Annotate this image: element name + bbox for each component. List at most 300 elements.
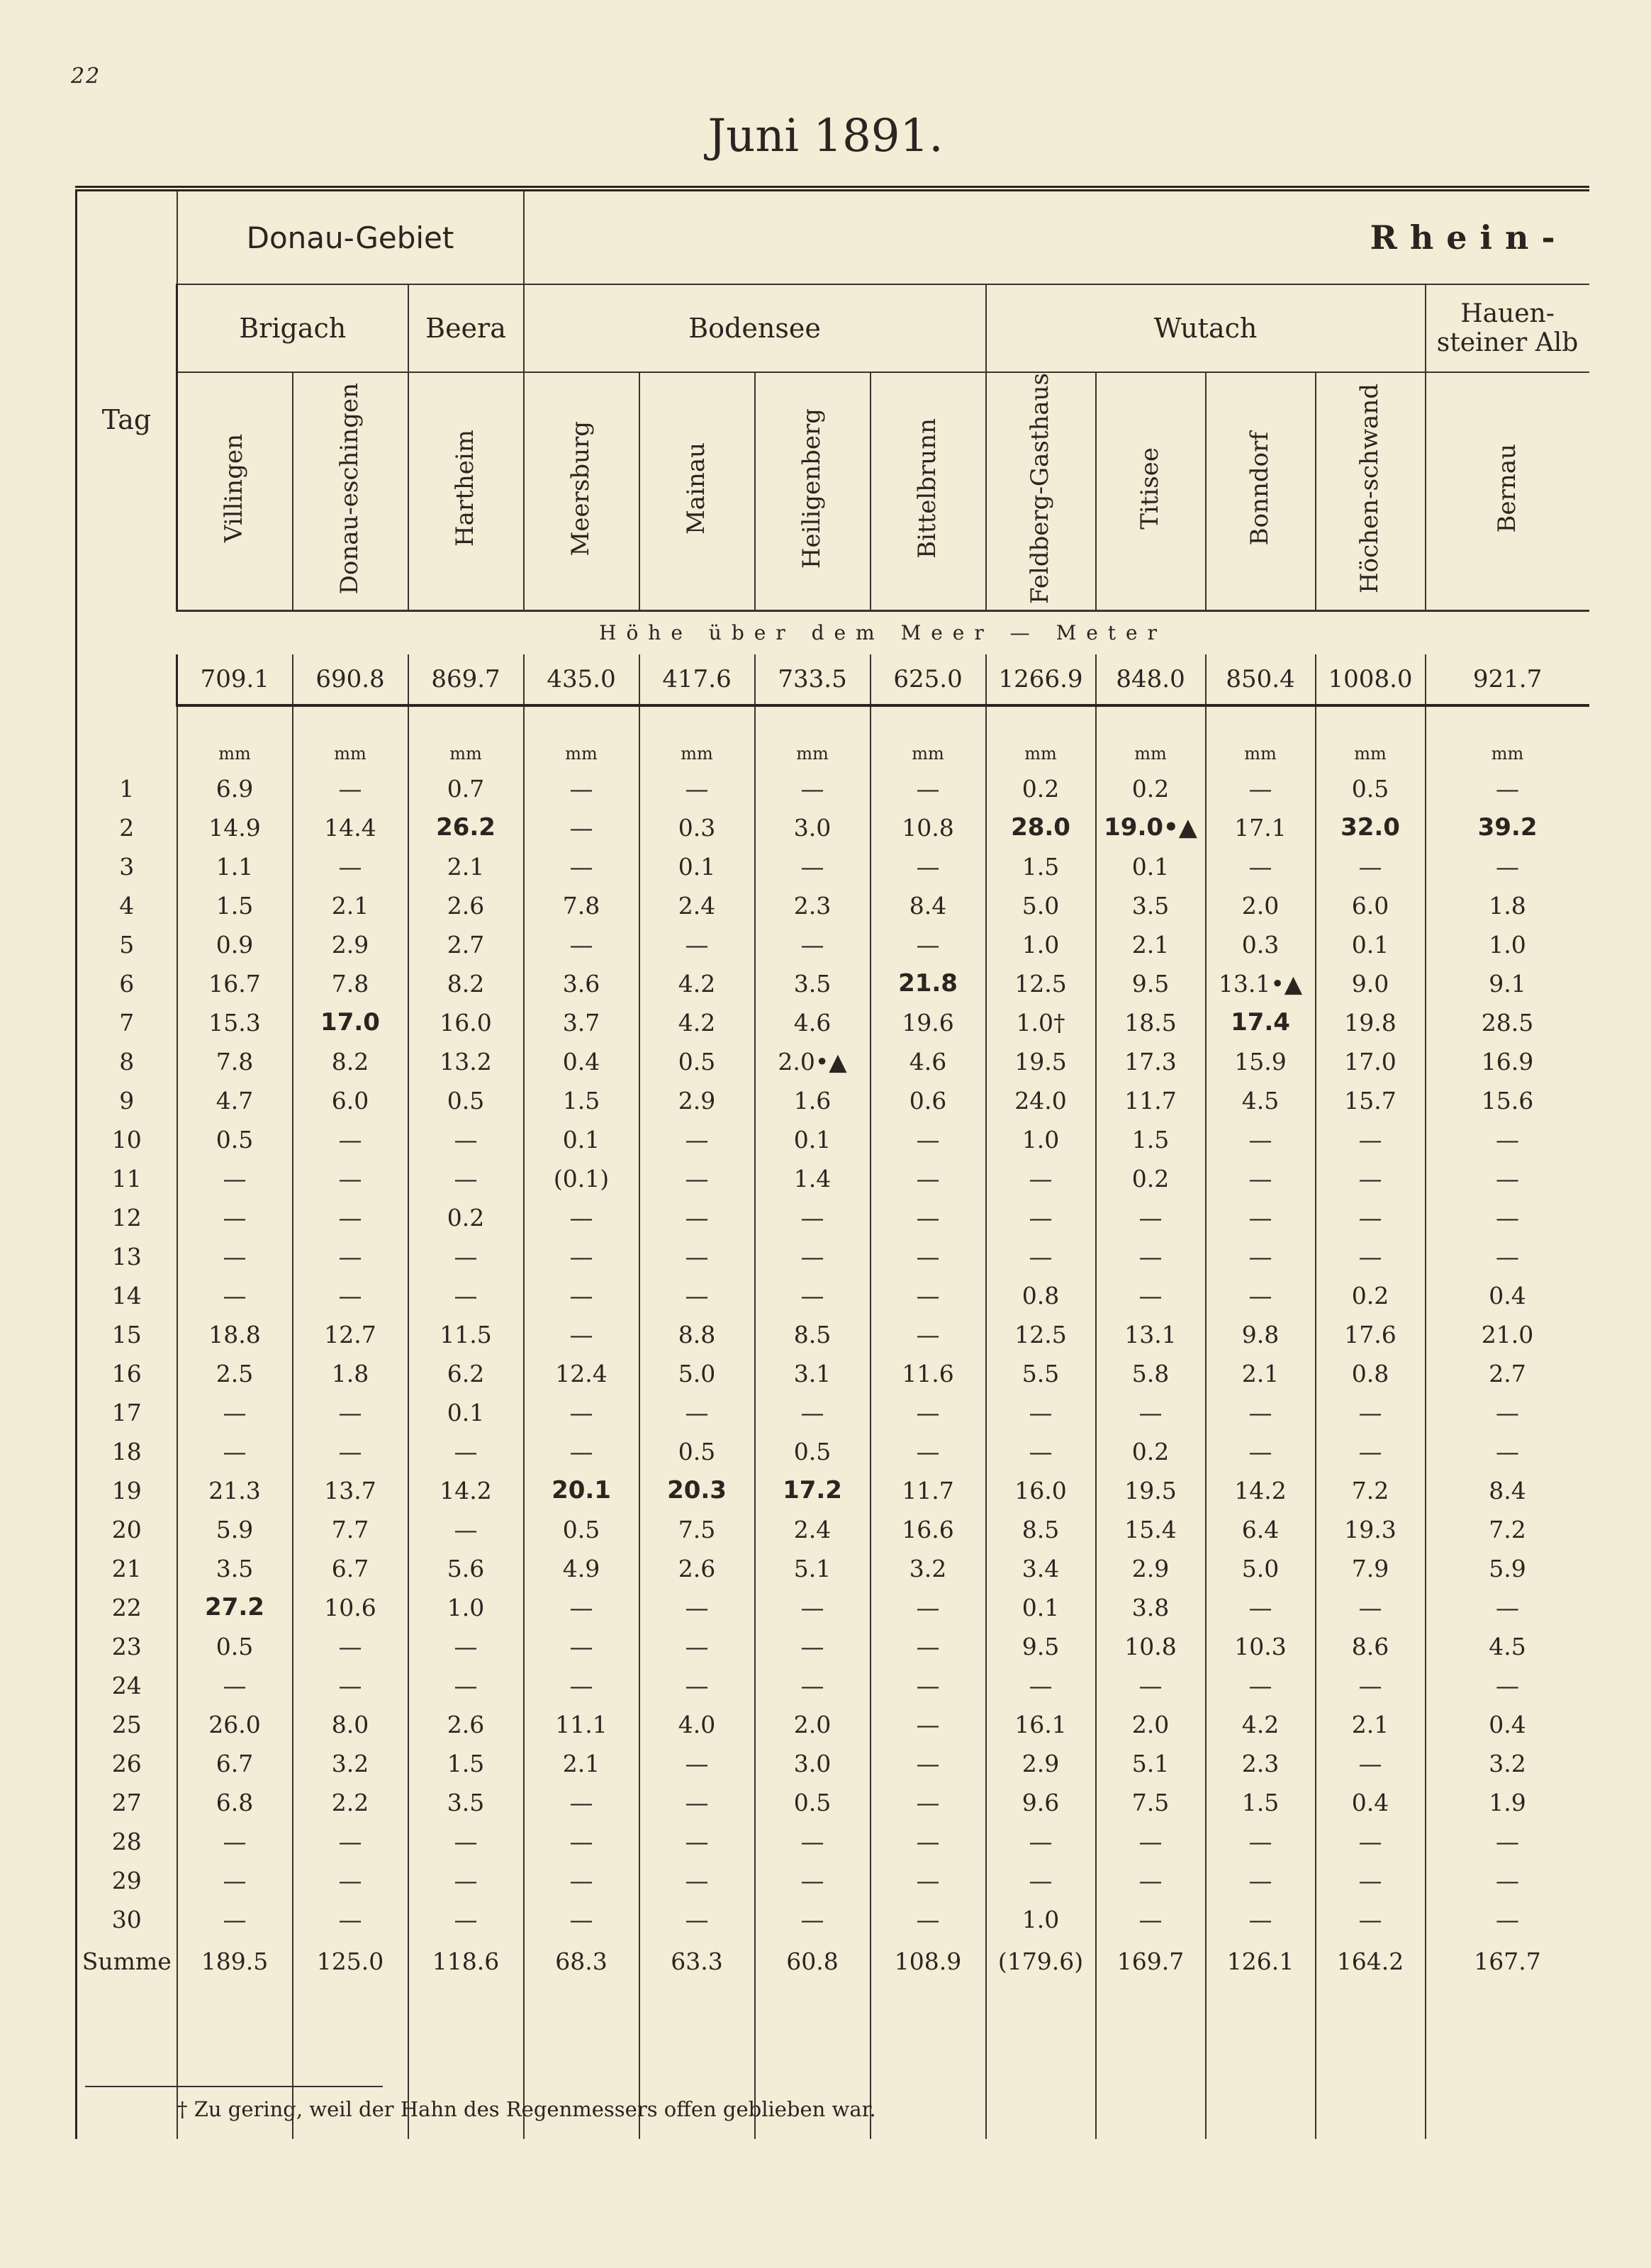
precip-cell: — — [177, 1822, 293, 1861]
unit-label: mm — [755, 705, 871, 769]
precip-cell: — — [524, 847, 639, 886]
day-number: 29 — [77, 1861, 177, 1900]
precip-cell: — — [1206, 1432, 1316, 1471]
station-elevation: 417.6 — [639, 654, 755, 705]
tail-cell — [1426, 2011, 1589, 2139]
footnote: † Zu gering, weil der Hahn des Regenmessers offen geblieben war. — [177, 2097, 876, 2121]
unit-label: mm — [1206, 705, 1316, 769]
table-row — [77, 1588, 1589, 1627]
precip-cell: — — [755, 847, 871, 886]
precip-cell: — — [1206, 1822, 1316, 1861]
precip-cell: 3.6 — [524, 964, 639, 1003]
precip-cell: — — [871, 1159, 986, 1198]
precip-cell: — — [1096, 1861, 1206, 1900]
precip-cell: — — [293, 1276, 408, 1315]
precip-cell: 3.2 — [1426, 1744, 1589, 1783]
precip-cell: — — [1316, 1588, 1426, 1627]
station-elevation: 709.1 — [177, 654, 293, 705]
precip-cell: 10.3 — [1206, 1627, 1316, 1666]
station-elevation: 435.0 — [524, 654, 639, 705]
precip-cell: 2.3 — [755, 886, 871, 925]
precip-cell: — — [755, 925, 871, 964]
precip-cell: 0.6 — [871, 1081, 986, 1120]
precip-cell: 0.7 — [408, 769, 524, 808]
precip-cell: 7.8 — [293, 964, 408, 1003]
precip-cell: — — [524, 1861, 639, 1900]
precip-cell: 0.5 — [177, 1120, 293, 1159]
unit-label: mm — [1426, 705, 1589, 769]
precip-cell: — — [639, 1276, 755, 1315]
table-row — [77, 1198, 1589, 1237]
precip-cell: 15.6 — [1426, 1081, 1589, 1120]
precip-cell: — — [1096, 1393, 1206, 1432]
precip-cell: — — [1206, 1588, 1316, 1627]
station-name: Bernau — [1492, 444, 1521, 533]
precip-cell: 1.9 — [1426, 1783, 1589, 1822]
tag-header: Tag — [77, 189, 177, 705]
page-title: Juni 1891. — [707, 110, 944, 162]
precip-cell: — — [871, 847, 986, 886]
unit-label: mm — [639, 705, 755, 769]
table-row — [77, 847, 1589, 886]
precip-cell: 15.7 — [1316, 1081, 1426, 1120]
tail-cell — [1316, 2011, 1426, 2139]
table-row — [77, 1042, 1589, 1081]
precip-cell: 9.6 — [986, 1783, 1096, 1822]
unit-label: mm — [1096, 705, 1206, 769]
tail-cell — [1096, 2011, 1206, 2139]
precip-cell: 26.2 — [408, 808, 524, 847]
precip-cell: — — [755, 1900, 871, 1939]
precip-cell: 7.5 — [1096, 1783, 1206, 1822]
station-header — [408, 372, 524, 610]
precip-cell: 1.0 — [986, 1900, 1096, 1939]
table-row — [77, 886, 1589, 925]
station-elevation: 869.7 — [408, 654, 524, 705]
precip-cell: 7.8 — [524, 886, 639, 925]
precip-cell: — — [871, 1627, 986, 1666]
precip-cell: — — [1426, 847, 1589, 886]
station-name: Bittelbrunn — [913, 418, 942, 559]
precip-cell: 0.1 — [1096, 847, 1206, 886]
station-name: Feldberg-Gasthaus — [1026, 373, 1055, 604]
summe-cell: (179.6) — [986, 1939, 1096, 2011]
precip-cell: 13.1•▲ — [1206, 964, 1316, 1003]
precip-cell: — — [639, 1822, 755, 1861]
precip-cell: 3.8 — [1096, 1588, 1206, 1627]
precip-cell: 1.5 — [408, 1744, 524, 1783]
precip-cell: — — [986, 1393, 1096, 1432]
precip-cell: — — [408, 1276, 524, 1315]
summe-cell: 125.0 — [293, 1939, 408, 2011]
station-header — [1096, 372, 1206, 610]
precip-cell: — — [293, 1198, 408, 1237]
precip-cell: 16.9 — [1426, 1042, 1589, 1081]
precip-cell: — — [1426, 1237, 1589, 1276]
precip-cell: — — [1426, 1120, 1589, 1159]
unit-label: mm — [871, 705, 986, 769]
precip-cell: 1.0 — [408, 1588, 524, 1627]
day-number: 2 — [77, 808, 177, 847]
day-number: 18 — [77, 1432, 177, 1471]
precip-cell: — — [293, 1237, 408, 1276]
precip-cell: 17.0 — [293, 1003, 408, 1042]
precip-cell: — — [524, 1783, 639, 1822]
precip-cell: — — [986, 1432, 1096, 1471]
precip-cell: — — [293, 769, 408, 808]
precip-cell: 0.1 — [755, 1120, 871, 1159]
precip-cell: 0.2 — [1096, 769, 1206, 808]
precip-cell: — — [1206, 1120, 1316, 1159]
precip-cell: 1.5 — [986, 847, 1096, 886]
precip-cell: 2.9 — [293, 925, 408, 964]
precip-cell: 7.9 — [1316, 1549, 1426, 1588]
precip-cell: 10.6 — [293, 1588, 408, 1627]
station-header — [177, 372, 293, 610]
precip-cell: 6.7 — [293, 1549, 408, 1588]
day-number: 12 — [77, 1198, 177, 1237]
precip-cell: 3.5 — [1096, 886, 1206, 925]
unit-label: mm — [177, 705, 293, 769]
precip-cell: — — [1426, 1666, 1589, 1705]
precip-cell: 5.0 — [986, 886, 1096, 925]
precip-cell: 9.1 — [1426, 964, 1589, 1003]
precip-cell: 17.0 — [1316, 1042, 1426, 1081]
precip-cell: 17.6 — [1316, 1315, 1426, 1354]
station-header — [871, 372, 986, 610]
day-number: 22 — [77, 1588, 177, 1627]
precip-cell: — — [408, 1666, 524, 1705]
precip-cell: 13.2 — [408, 1042, 524, 1081]
precip-cell: — — [408, 1627, 524, 1666]
precip-cell: — — [871, 1900, 986, 1939]
precip-cell: — — [177, 1900, 293, 1939]
precip-cell: — — [871, 1276, 986, 1315]
precip-cell: — — [408, 1432, 524, 1471]
station-name: Heiligenberg — [797, 408, 827, 569]
precip-cell: 8.5 — [755, 1315, 871, 1354]
river-brigach: Brigach — [177, 284, 408, 372]
precip-cell: — — [524, 1627, 639, 1666]
precip-cell: 2.4 — [755, 1510, 871, 1549]
precip-cell: 2.9 — [1096, 1549, 1206, 1588]
precip-cell: 12.5 — [986, 964, 1096, 1003]
precip-cell: 1.0 — [1426, 925, 1589, 964]
precip-cell: 1.1 — [177, 847, 293, 886]
precip-cell: — — [1426, 1159, 1589, 1198]
river-wutach: Wutach — [986, 284, 1426, 372]
precip-cell: 0.5 — [755, 1783, 871, 1822]
precip-cell: 5.0 — [639, 1354, 755, 1393]
precip-cell: 27.2 — [177, 1588, 293, 1627]
precip-cell: 0.4 — [1316, 1783, 1426, 1822]
precip-cell: 1.5 — [524, 1081, 639, 1120]
precip-cell: 1.4 — [755, 1159, 871, 1198]
precip-cell: — — [986, 1159, 1096, 1198]
table-row — [77, 1432, 1589, 1471]
precip-cell: 3.5 — [408, 1783, 524, 1822]
summe-cell: 68.3 — [524, 1939, 639, 2011]
summe-label: Summe — [77, 1939, 177, 2011]
precip-cell: 1.5 — [1206, 1783, 1316, 1822]
precip-cell: — — [639, 1861, 755, 1900]
precip-cell: 2.9 — [986, 1744, 1096, 1783]
precip-cell: — — [639, 1900, 755, 1939]
precip-cell: 18.8 — [177, 1315, 293, 1354]
precip-cell: — — [871, 1861, 986, 1900]
precip-cell: — — [1426, 1588, 1589, 1627]
precip-cell: — — [986, 1237, 1096, 1276]
precip-cell: — — [293, 847, 408, 886]
precip-cell: 7.2 — [1316, 1471, 1426, 1510]
precip-cell: 4.6 — [871, 1042, 986, 1081]
precip-cell: 17.2 — [755, 1471, 871, 1510]
precip-cell: 15.9 — [1206, 1042, 1316, 1081]
precip-cell: — — [871, 1744, 986, 1783]
table-row — [77, 1822, 1589, 1861]
precip-cell: 4.2 — [1206, 1705, 1316, 1744]
precip-cell: 3.0 — [755, 1744, 871, 1783]
precip-cell: — — [1316, 1900, 1426, 1939]
precip-cell: — — [871, 1822, 986, 1861]
tail-cell — [871, 2011, 986, 2139]
precip-cell: 19.5 — [1096, 1471, 1206, 1510]
day-number: 30 — [77, 1900, 177, 1939]
precip-cell: 10.8 — [1096, 1627, 1206, 1666]
precip-cell: 6.9 — [177, 769, 293, 808]
precip-cell: 0.2 — [1096, 1159, 1206, 1198]
precip-cell: — — [755, 1393, 871, 1432]
summe-row — [77, 1939, 1589, 2011]
summe-cell: 167.7 — [1426, 1939, 1589, 2011]
precip-cell: 2.0 — [1096, 1705, 1206, 1744]
table-row — [77, 1861, 1589, 1900]
precip-cell: — — [1096, 1237, 1206, 1276]
precip-cell: — — [986, 1666, 1096, 1705]
precip-cell: 6.0 — [1316, 886, 1426, 925]
precip-cell: 17.4 — [1206, 1003, 1316, 1042]
precip-cell: — — [524, 925, 639, 964]
tail-cell — [986, 2011, 1096, 2139]
day-number: 27 — [77, 1783, 177, 1822]
day-number: 9 — [77, 1081, 177, 1120]
precip-cell: 3.7 — [524, 1003, 639, 1042]
precip-cell: 2.5 — [177, 1354, 293, 1393]
station-elevation: 625.0 — [871, 654, 986, 705]
unit-blank — [77, 705, 177, 769]
table-row — [77, 1900, 1589, 1939]
station-name: Meersburg — [566, 420, 595, 557]
precip-cell: 4.7 — [177, 1081, 293, 1120]
day-number: 13 — [77, 1237, 177, 1276]
precip-cell: — — [871, 1783, 986, 1822]
precip-cell: — — [177, 1276, 293, 1315]
station-header — [986, 372, 1096, 610]
precip-cell: 8.8 — [639, 1315, 755, 1354]
table-row — [77, 1627, 1589, 1666]
table-row — [77, 1237, 1589, 1276]
precip-cell: 8.6 — [1316, 1627, 1426, 1666]
footnote-rule — [85, 2086, 383, 2087]
precip-cell: 11.5 — [408, 1315, 524, 1354]
precip-cell: 7.7 — [293, 1510, 408, 1549]
precip-cell: — — [639, 1198, 755, 1237]
hoehe-label: Höhe über dem Meer — Meter — [599, 621, 1168, 645]
precip-cell: 9.0 — [1316, 964, 1426, 1003]
day-number: 26 — [77, 1744, 177, 1783]
precip-cell: 24.0 — [986, 1081, 1096, 1120]
station-header — [524, 372, 639, 610]
precip-cell: 0.5 — [408, 1081, 524, 1120]
precip-cell: 11.6 — [871, 1354, 986, 1393]
table-row — [77, 1705, 1589, 1744]
precip-cell: 2.1 — [293, 886, 408, 925]
precip-cell: — — [1206, 847, 1316, 886]
table-row — [77, 1354, 1589, 1393]
precip-cell: — — [871, 1198, 986, 1237]
station-header — [755, 372, 871, 610]
precip-cell: 4.5 — [1426, 1627, 1589, 1666]
precip-cell: — — [177, 1198, 293, 1237]
table-row — [77, 1471, 1589, 1510]
precip-cell: — — [755, 1822, 871, 1861]
precip-cell: 21.0 — [1426, 1315, 1589, 1354]
summe-cell: 169.7 — [1096, 1939, 1206, 2011]
precip-cell: — — [1316, 1861, 1426, 1900]
station-name: Bonndorf — [1246, 431, 1275, 546]
precip-cell: 3.1 — [755, 1354, 871, 1393]
precip-cell: — — [293, 1120, 408, 1159]
precip-cell: — — [408, 1237, 524, 1276]
precip-cell: — — [177, 1237, 293, 1276]
precip-cell: 2.6 — [408, 886, 524, 925]
precip-cell: — — [1426, 1432, 1589, 1471]
precip-cell: — — [871, 1315, 986, 1354]
precip-cell: 0.2 — [408, 1198, 524, 1237]
precip-cell: 19.8 — [1316, 1003, 1426, 1042]
precip-cell: 2.9 — [639, 1081, 755, 1120]
precip-cell: — — [293, 1822, 408, 1861]
precip-cell: 18.5 — [1096, 1003, 1206, 1042]
precip-cell: 1.0 — [986, 925, 1096, 964]
station-header — [1206, 372, 1316, 610]
precip-cell: 0.1 — [639, 847, 755, 886]
precip-cell: — — [639, 1627, 755, 1666]
day-number: 19 — [77, 1471, 177, 1510]
precip-cell: 0.8 — [1316, 1354, 1426, 1393]
precip-cell: 2.6 — [408, 1705, 524, 1744]
precip-cell: — — [871, 1120, 986, 1159]
tail-cell — [77, 2011, 177, 2139]
precip-cell: — — [871, 1666, 986, 1705]
unit-label: mm — [293, 705, 408, 769]
precip-cell: — — [1206, 1159, 1316, 1198]
station-name: Donau-eschingen — [335, 382, 364, 595]
station-elevation: 1008.0 — [1316, 654, 1426, 705]
precip-cell: 8.0 — [293, 1705, 408, 1744]
precip-cell: 0.3 — [639, 808, 755, 847]
precip-cell: 5.1 — [755, 1549, 871, 1588]
table-row — [77, 925, 1589, 964]
precip-cell: 2.1 — [1206, 1354, 1316, 1393]
day-number: 16 — [77, 1354, 177, 1393]
precip-cell: 1.0† — [986, 1003, 1096, 1042]
table-row — [77, 1315, 1589, 1354]
precip-cell: 1.0 — [986, 1120, 1096, 1159]
precip-cell: 5.1 — [1096, 1744, 1206, 1783]
precip-cell: 28.5 — [1426, 1003, 1589, 1042]
precip-cell: — — [639, 1393, 755, 1432]
day-number: 23 — [77, 1627, 177, 1666]
precip-cell: — — [408, 1510, 524, 1549]
precip-cell: — — [1206, 1237, 1316, 1276]
precip-cell: — — [755, 1198, 871, 1237]
precip-cell: 39.2 — [1426, 808, 1589, 847]
station-elevation: 733.5 — [755, 654, 871, 705]
precip-cell: — — [1096, 1198, 1206, 1237]
precip-cell: 6.7 — [177, 1744, 293, 1783]
station-header — [1316, 372, 1426, 610]
precip-cell: 0.9 — [177, 925, 293, 964]
precip-cell: 1.8 — [293, 1354, 408, 1393]
precip-cell: 0.1 — [408, 1393, 524, 1432]
day-number: 15 — [77, 1315, 177, 1354]
precip-cell: 0.1 — [1316, 925, 1426, 964]
precip-cell: 17.1 — [1206, 808, 1316, 847]
precip-cell: 15.4 — [1096, 1510, 1206, 1549]
precip-cell: 5.6 — [408, 1549, 524, 1588]
precip-cell: 8.4 — [1426, 1471, 1589, 1510]
precip-cell: — — [755, 1861, 871, 1900]
precip-cell: — — [1316, 847, 1426, 886]
precip-cell: 0.5 — [177, 1627, 293, 1666]
precip-cell: 1.8 — [1426, 886, 1589, 925]
precip-cell: — — [1426, 1900, 1589, 1939]
summe-cell: 63.3 — [639, 1939, 755, 2011]
precip-cell: — — [293, 1627, 408, 1666]
precip-cell: — — [639, 1588, 755, 1627]
precip-cell: — — [1316, 1198, 1426, 1237]
precip-cell: 13.7 — [293, 1471, 408, 1510]
day-number: 7 — [77, 1003, 177, 1042]
river-hauensteiner-alb: Hauen-steiner Alb — [1426, 284, 1589, 372]
precip-cell: 8.5 — [986, 1510, 1096, 1549]
river-bodensee: Bodensee — [524, 284, 986, 372]
precip-cell: 19.3 — [1316, 1510, 1426, 1549]
station-name: Villingen — [220, 434, 249, 543]
precip-cell: 32.0 — [1316, 808, 1426, 847]
precip-cell: — — [293, 1861, 408, 1900]
station-name: Titisee — [1136, 447, 1165, 530]
precip-cell: — — [524, 1198, 639, 1237]
station-name: Höchen-schwand — [1355, 383, 1384, 593]
precip-cell: 13.1 — [1096, 1315, 1206, 1354]
day-number: 21 — [77, 1549, 177, 1588]
precip-cell: 0.5 — [639, 1432, 755, 1471]
precip-cell: 3.5 — [755, 964, 871, 1003]
precip-cell: 4.6 — [755, 1003, 871, 1042]
precip-cell: — — [639, 1666, 755, 1705]
table-row — [77, 1666, 1589, 1705]
precip-cell: — — [871, 1432, 986, 1471]
precip-cell: 0.8 — [986, 1276, 1096, 1315]
precip-cell: — — [177, 1666, 293, 1705]
precip-cell: — — [639, 1120, 755, 1159]
precip-cell: — — [755, 1276, 871, 1315]
precip-cell: — — [1426, 769, 1589, 808]
day-number: 10 — [77, 1120, 177, 1159]
precip-cell: — — [1316, 1822, 1426, 1861]
